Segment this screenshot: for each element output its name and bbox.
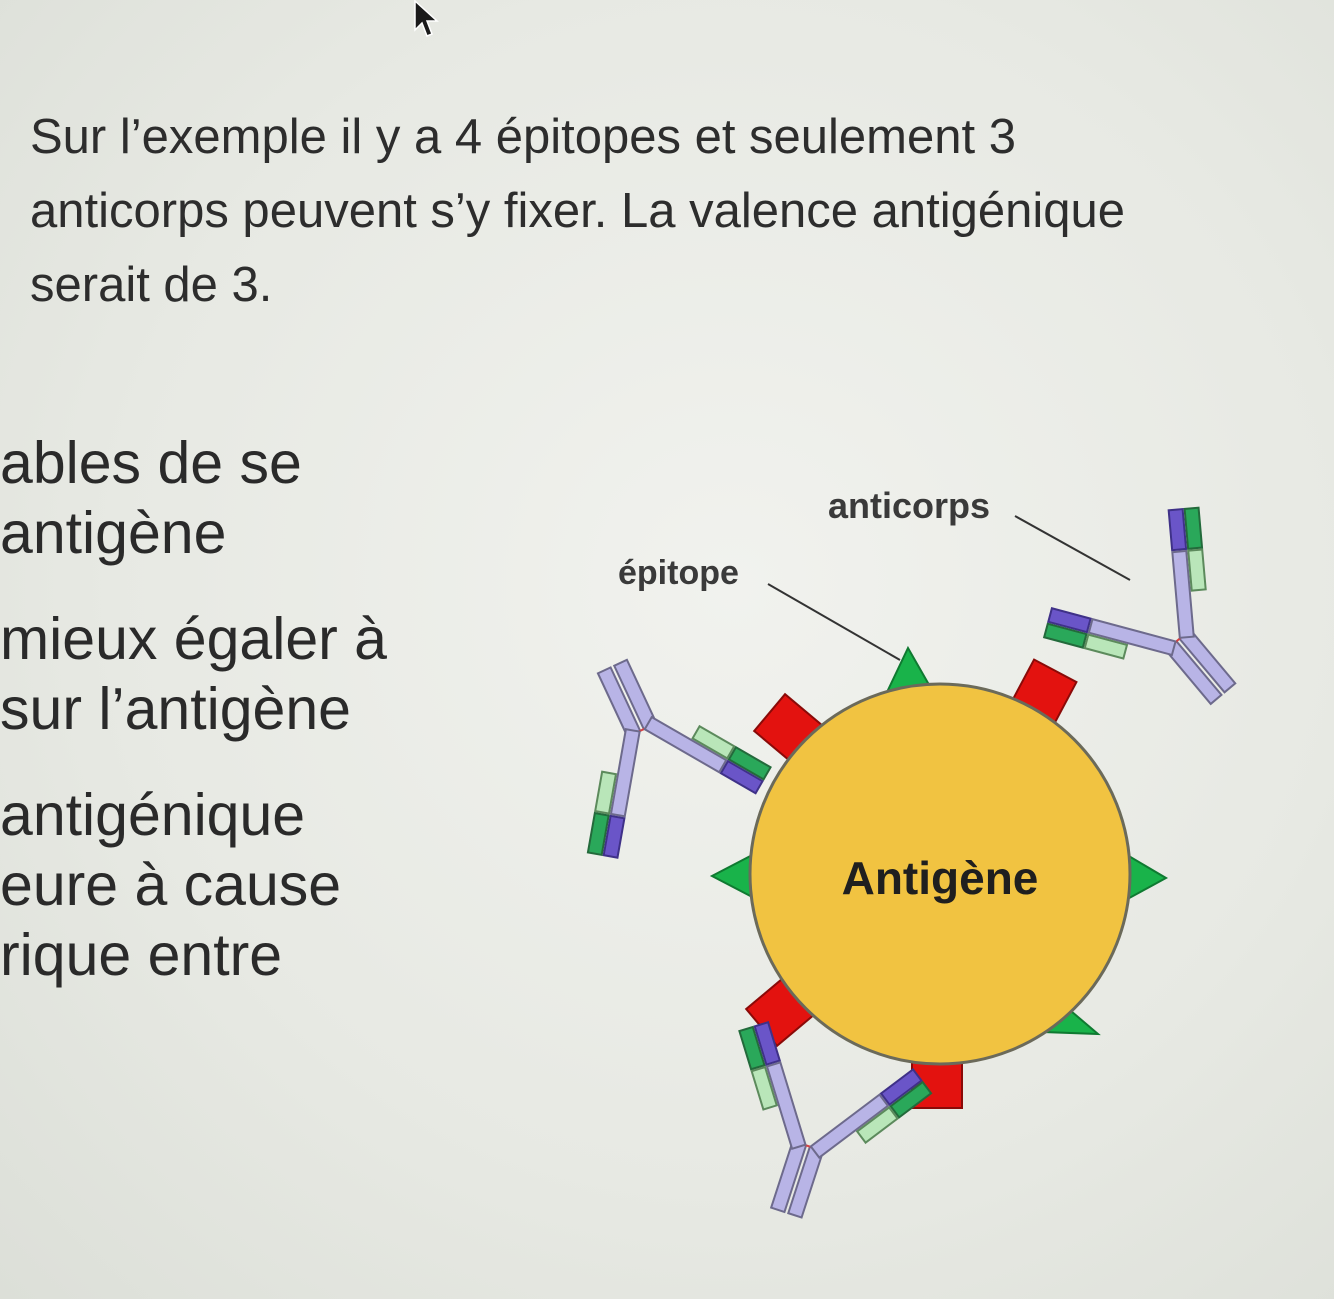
side-text-line: eure à cause xyxy=(0,852,342,918)
side-text-line: rique entre xyxy=(0,922,283,988)
label-antigene: Antigène xyxy=(841,852,1039,904)
side-text-line: mieux égaler à xyxy=(0,606,387,672)
paragraph-line: anticorps peuvent s’y fixer. La valence antigénique xyxy=(30,184,1126,238)
label-epitope: épitope xyxy=(618,554,739,592)
side-text-line: ables de se xyxy=(0,430,302,496)
antibody-top-left xyxy=(521,624,778,868)
paragraph-line: serait de 3. xyxy=(30,258,273,312)
side-text-line: antigénique xyxy=(0,782,306,848)
epitope-leader-line xyxy=(768,584,900,660)
anticorps-leader-line xyxy=(1015,516,1130,580)
paragraph-line: Sur l’exemple il y a 4 épitopes et seulement 3 xyxy=(30,110,1016,164)
antibody-top-right xyxy=(1033,495,1300,759)
side-text-line: sur l’antigène xyxy=(0,676,351,742)
side-text-line: antigène xyxy=(0,500,227,566)
label-anticorps: anticorps xyxy=(828,485,991,526)
